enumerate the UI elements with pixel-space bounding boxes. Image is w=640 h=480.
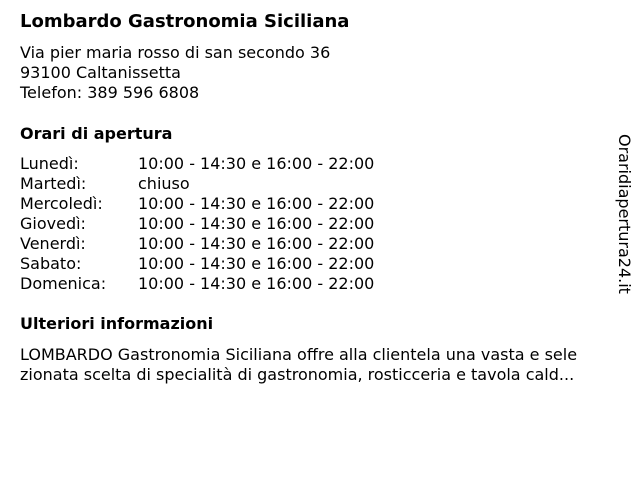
day-label: Mercoledì: xyxy=(20,194,103,213)
description-line: zionata scelta di specialità di gastronomia, rosticceria e tavola cald... xyxy=(20,365,575,384)
day-label: Martedì: xyxy=(20,174,87,193)
business-address xyxy=(20,43,330,103)
day-label: Giovedì: xyxy=(20,214,86,233)
time-value: 10:00 - 14:30 e 16:00 - 22:00 xyxy=(138,194,375,213)
address-street: Via pier maria rosso di san secondo 36 xyxy=(20,43,331,62)
time-value: 10:00 - 14:30 e 16:00 - 22:00 xyxy=(138,214,375,233)
hours-heading: Orari di apertura xyxy=(20,124,173,143)
site-watermark: Oraridiapertura24.it xyxy=(615,134,634,294)
day-label: Domenica: xyxy=(20,274,107,293)
page-title: Lombardo Gastronomia Siciliana xyxy=(20,11,350,32)
info-heading: Ulteriori informazioni xyxy=(20,314,214,333)
time-value: 10:00 - 14:30 e 16:00 - 22:00 xyxy=(138,254,375,273)
time-value: 10:00 - 14:30 e 16:00 - 22:00 xyxy=(138,234,375,253)
day-label: Lunedì: xyxy=(20,154,79,173)
time-value: 10:00 - 14:30 e 16:00 - 22:00 xyxy=(138,154,375,173)
day-label: Sabato: xyxy=(20,254,82,273)
phone-number: Telefon: 389 596 6808 xyxy=(20,83,200,102)
time-value: chiuso xyxy=(138,174,190,193)
day-label: Venerdì: xyxy=(20,234,86,253)
description-line: LOMBARDO Gastronomia Siciliana offre alla clientela una vasta e sele xyxy=(20,345,578,364)
business-description xyxy=(20,345,624,385)
address-city: 93100 Caltanissetta xyxy=(20,63,181,82)
time-value: 10:00 - 14:30 e 16:00 - 22:00 xyxy=(138,274,375,293)
